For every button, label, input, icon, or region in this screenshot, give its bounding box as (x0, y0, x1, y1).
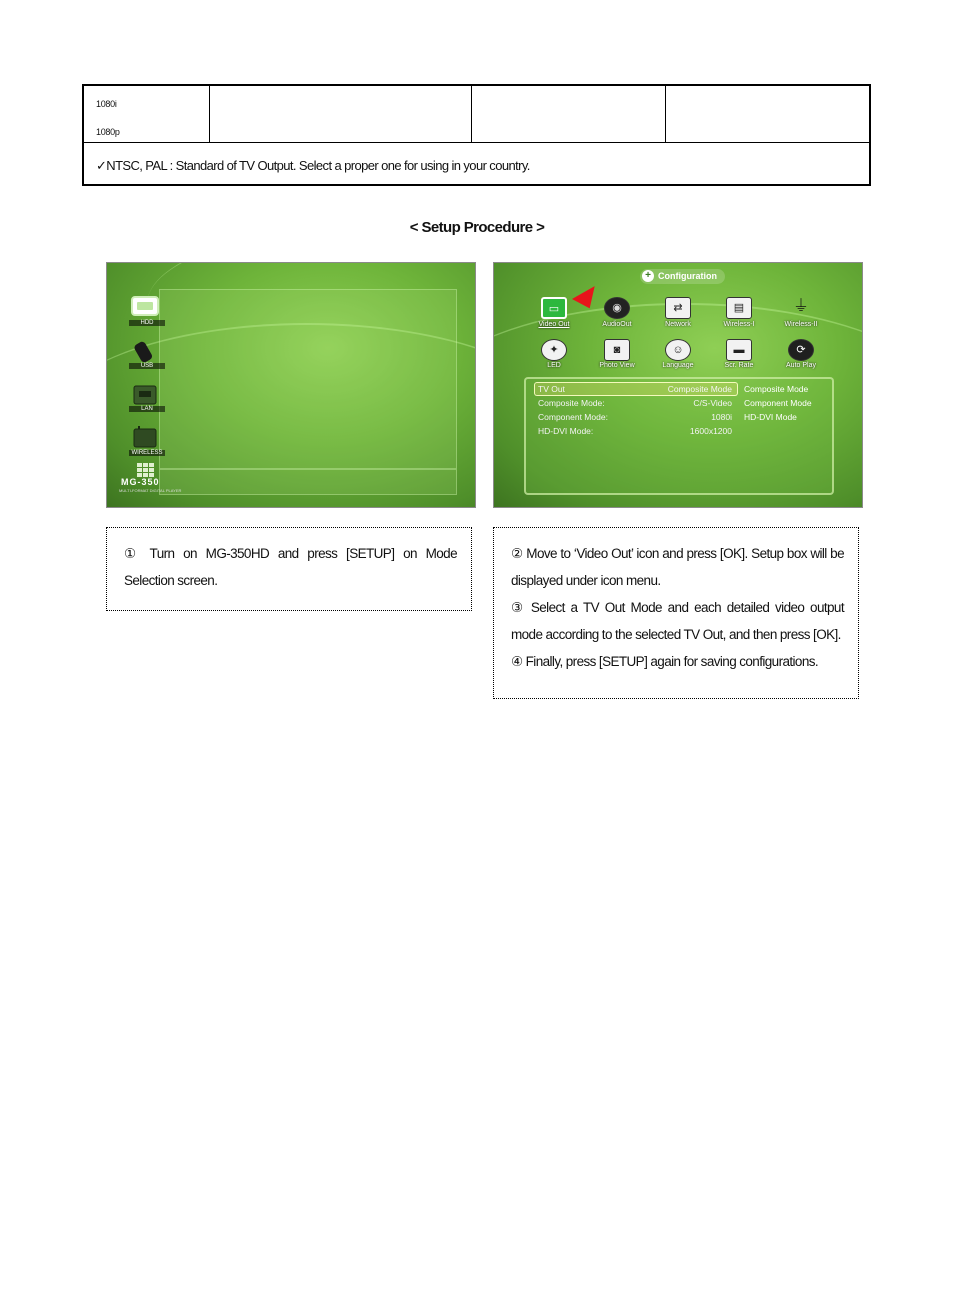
mode-selection-screenshot (106, 262, 476, 508)
option-component-mode[interactable]: Component Mode (744, 398, 812, 408)
camera-icon[interactable]: ◙ (604, 339, 630, 361)
table-note: ✓NTSC, PAL : Standard of TV Output. Select a proper one for using in your country. (96, 158, 530, 173)
resolution-1080i: 1080i (96, 99, 117, 109)
people-icon[interactable]: ☺ (665, 339, 691, 361)
configuration-header (640, 269, 725, 284)
wireless-icon (131, 426, 159, 450)
pointer-arrow-icon (572, 280, 600, 309)
setting-label-tv-out[interactable]: TV Out (538, 384, 565, 394)
speaker-icon[interactable]: ◉ (604, 297, 630, 319)
plus-icon: + (642, 270, 654, 282)
lan-icon (131, 383, 159, 407)
icon-label-language[interactable]: Language (662, 362, 694, 369)
network-icon[interactable]: ⇄ (665, 297, 691, 319)
setup-box (524, 377, 834, 495)
mode-label-wireless: WIRELESS (129, 450, 165, 456)
setting-label-component[interactable]: Component Mode: (538, 412, 608, 422)
configuration-title: Configuration (658, 271, 717, 281)
option-composite-mode[interactable]: Composite Mode (744, 384, 809, 394)
icon-label-scr-rate[interactable]: Scr. Rate (724, 362, 754, 369)
usb-dongle-icon[interactable]: ⏚ (792, 298, 809, 315)
screen-rate-icon[interactable]: ▬ (726, 339, 752, 361)
icon-label-auto-play[interactable]: Auto Play (786, 362, 816, 369)
icon-label-network[interactable]: Network (665, 321, 691, 328)
mode-label-lan: LAN (129, 406, 165, 412)
setting-value-hd-dvi[interactable]: 1600x1200 (689, 426, 732, 436)
icon-label-led[interactable]: LED (547, 362, 561, 369)
status-panel (159, 469, 457, 495)
icon-label-wireless-2[interactable]: Wireless-II (784, 321, 818, 328)
icon-label-wireless-1[interactable]: Wireless-I (723, 321, 755, 328)
setting-value-composite[interactable]: C/S-Video (693, 398, 732, 408)
mode-label-hdd: HDD (129, 320, 165, 326)
setting-label-hd-dvi[interactable]: HD-DVI Mode: (538, 426, 594, 436)
table-row (84, 86, 869, 143)
setting-label-composite[interactable]: Composite Mode: (538, 398, 605, 408)
table-cell-resolution (84, 86, 210, 142)
table-cell (210, 86, 472, 142)
device-logo-subtitle: MULTI-FORMAT DIGITAL PLAYER (119, 488, 182, 493)
option-hd-dvi-mode[interactable]: HD-DVI Mode (744, 412, 797, 422)
mode-label-usb: USB (129, 363, 165, 369)
instruction-box-left (106, 527, 472, 611)
setting-value-component[interactable]: 1080i (711, 412, 732, 422)
table-cell (666, 86, 869, 142)
usb-icon (131, 339, 159, 363)
content-panel (159, 289, 457, 469)
wireless-card-icon[interactable]: ▤ (726, 297, 752, 319)
instruction-box-right (493, 527, 859, 699)
step-3-text: ③ Select a TV Out Mode and each detailed video output mode according to the selected TV Out, and then press [OK]. (511, 600, 844, 642)
section-title: < Setup Procedure > (409, 219, 545, 236)
configuration-screenshot (493, 262, 863, 508)
resolution-1080p: 1080p (96, 127, 120, 137)
grid-icon (137, 463, 155, 477)
step-4-text: ④ Finally, press [SETUP] again for saving configurations. (511, 654, 819, 669)
step-1-text: ① Turn on MG-350HD and press [SETUP] on Mode Selection screen. (124, 546, 457, 588)
setting-value-tv-out[interactable]: Composite Mode (667, 384, 732, 394)
step-2-text: ② Move to ‘Video Out’ icon and press [OK]. Setup box will be displayed under icon menu. (511, 546, 844, 588)
icon-label-audio-out[interactable]: AudioOut (602, 321, 632, 328)
tv-output-table (82, 84, 871, 186)
hdd-icon (131, 295, 159, 319)
icon-label-photo-view[interactable]: Photo View (599, 362, 635, 369)
refresh-icon[interactable]: ⟳ (788, 339, 814, 361)
table-cell (472, 86, 666, 142)
monitor-icon[interactable]: ▭ (541, 297, 567, 319)
icon-label-video-out[interactable]: Video Out (538, 321, 570, 328)
led-icon[interactable]: ✦ (541, 339, 567, 361)
device-logo: MG-350 (121, 477, 160, 487)
